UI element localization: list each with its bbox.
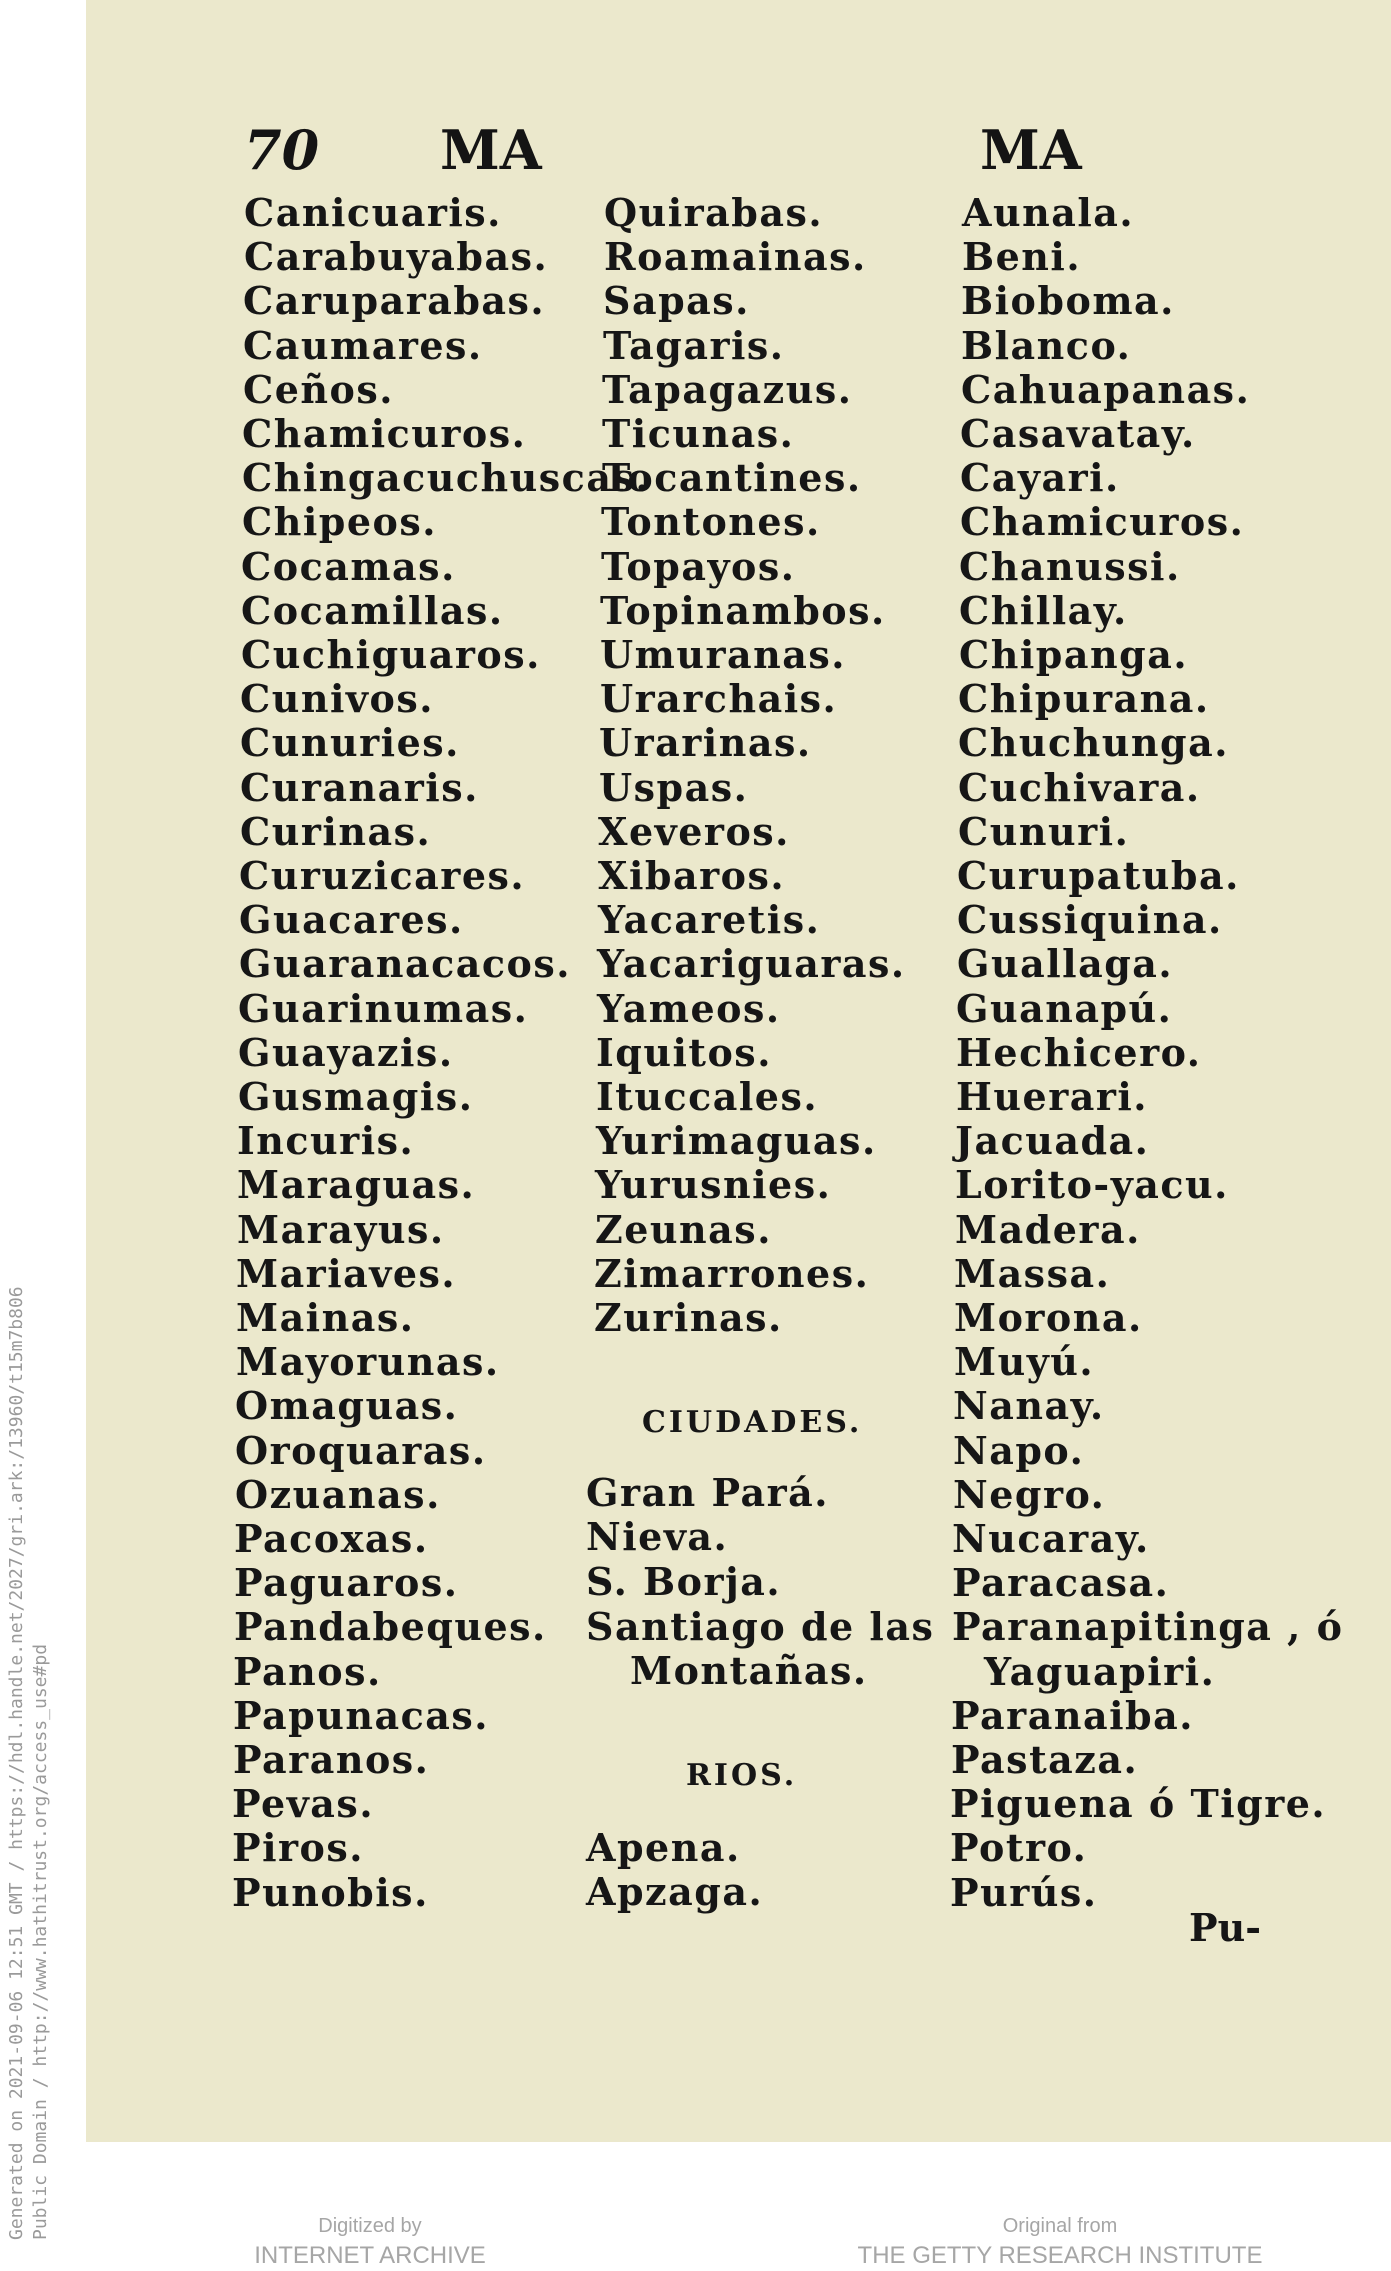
generation-stamp: Generated on 2021-09-06 12:51 GMT / https://hdl.handle.net/2027/gri.ark:/13960/t15m7b806 [6, 1286, 27, 2240]
nation-entry: Cocamas. [241, 543, 456, 589]
river-entry: Paranaiba. [951, 1692, 1194, 1738]
nation-entry: Yurimaguas. [596, 1118, 877, 1164]
nation-entry: Curanaris. [240, 764, 479, 810]
nation-entry: Gusmagis. [238, 1074, 474, 1119]
nation-entry: Caruparabas. [243, 278, 546, 324]
river-entry: Paracasa. [952, 1560, 1170, 1606]
nation-entry: Tagaris. [603, 322, 785, 368]
nation-entry: Panos. [233, 1648, 382, 1694]
nation-entry: Omaguas. [235, 1383, 459, 1429]
nation-entry: Roamainas. [604, 234, 867, 280]
nation-entry: Guayazis. [238, 1029, 454, 1075]
nation-entry: Paranos. [233, 1737, 430, 1782]
nation-entry: Mainas. [236, 1295, 415, 1340]
river-entry: Blanco. [961, 322, 1132, 368]
nation-entry: Ituccales. [596, 1074, 819, 1119]
nation-entry: Piros. [232, 1825, 364, 1871]
nation-entry: Carabuyabas. [244, 234, 549, 280]
digitized-by-label: Digitized by [318, 2215, 422, 2237]
river-entry: Chanussi. [959, 543, 1181, 589]
river-entry: Cuchivara. [958, 764, 1201, 810]
nation-entry: Cunivos. [240, 676, 434, 722]
nation-entry: Guacares. [239, 897, 464, 943]
river-entry: Curupatuba. [957, 853, 1240, 898]
river-entry: Madera. [955, 1206, 1141, 1252]
river-entry: Nucaray. [952, 1516, 1150, 1561]
scanned-page [86, 0, 1391, 2142]
river-entry: Casavatay. [960, 411, 1196, 456]
river-entry: Chipanga. [959, 632, 1189, 677]
river-entry: Huerari. [956, 1074, 1149, 1119]
nation-entry: Yurusnies. [595, 1162, 832, 1208]
nation-entry: Curuzicares. [239, 853, 526, 898]
nation-entry: Tocantines. [602, 455, 862, 501]
river-entry: Negro. [953, 1471, 1106, 1517]
river-entry: Chipurana. [958, 676, 1210, 722]
city-entry: S. Borja. [586, 1559, 782, 1604]
nation-entry: Xibaros. [598, 853, 786, 898]
city-entry: Santiago de las [586, 1604, 935, 1649]
river-entry: Nanay. [953, 1383, 1105, 1429]
nation-entry: Guarinumas. [238, 985, 529, 1031]
nation-entry: Yameos. [597, 985, 781, 1031]
getty-institute-credit: THE GETTY RESEARCH INSTITUTE [857, 2242, 1263, 2269]
river-entry: Piguena ó Tigre. [950, 1781, 1327, 1827]
river-entry: Massa. [954, 1250, 1111, 1296]
river-entry: Apena. [586, 1825, 741, 1870]
city-entry: Nieva. [586, 1514, 729, 1559]
access-stamp [2, 1160, 62, 2240]
river-entry: Purús. [950, 1869, 1098, 1915]
nation-entry: Oroquaras. [235, 1427, 487, 1473]
nation-entry: Mayorunas. [236, 1339, 500, 1385]
nation-entry: Ceños. [243, 366, 395, 412]
river-entry: Apzaga. [586, 1869, 764, 1914]
nation-entry: Yacariguaras. [597, 941, 906, 987]
nation-entry: Chingacuchuscas. [242, 455, 651, 501]
nation-entry: Incuris. [237, 1118, 415, 1164]
nation-entry: Topayos. [601, 543, 796, 589]
river-entry: Paranapitinga , ó [952, 1604, 1344, 1650]
internet-archive-credit: INTERNET ARCHIVE [254, 2242, 486, 2269]
river-entry: Chuchunga. [958, 720, 1229, 766]
rios-heading: RIOS. [686, 1758, 798, 1793]
river-entry: Chamicuros. [960, 499, 1245, 545]
river-entry: Hechicero. [956, 1029, 1202, 1075]
nation-entry: Chipeos. [242, 499, 438, 545]
original-from-label: Original from [1002, 2215, 1118, 2237]
river-entry: Cayari. [960, 455, 1120, 501]
river-entry: Cussiquina. [957, 897, 1223, 943]
river-entry: Guallaga. [957, 941, 1174, 987]
nation-entry: Marayus. [237, 1206, 445, 1252]
river-entry: Yaguapiri. [984, 1648, 1216, 1694]
nation-entry: Caumares. [243, 322, 483, 368]
nation-entry: Ticunas. [602, 411, 795, 456]
nation-entry: Yacaretis. [598, 897, 821, 943]
nation-entry: Cocamillas. [241, 587, 504, 633]
nation-entry: Urarchais. [600, 676, 838, 722]
river-entry: Chillay. [959, 587, 1128, 633]
nation-entry: Pacoxas. [234, 1516, 429, 1561]
page-number: 70 [244, 118, 320, 182]
river-entry: Potro. [950, 1825, 1088, 1871]
license-stamp: Public Domain / http://www.hathitrust.org/access_use#pd [30, 1643, 51, 2240]
nation-entry: Zurinas. [594, 1295, 783, 1340]
river-entry: Jacuada. [955, 1118, 1150, 1164]
nation-entry: Pandabeques. [234, 1604, 547, 1650]
nation-entry: Guaranacacos. [239, 941, 571, 987]
right-running-head: MA [980, 118, 1082, 182]
river-entry: Lorito-yacu. [955, 1162, 1229, 1208]
river-entry: Beni. [962, 234, 1082, 280]
river-entry: Pastaza. [951, 1737, 1139, 1782]
nation-entry: Punobis. [232, 1869, 429, 1915]
nation-entry: Chamicuros. [242, 411, 527, 456]
nation-entry: Maraguas. [237, 1162, 476, 1208]
nation-entry: Xeveros. [598, 808, 790, 854]
river-entry: Aunala. [962, 190, 1135, 235]
nation-entry: Paguaros. [234, 1560, 459, 1606]
nation-entry: Curinas. [240, 808, 432, 854]
nation-entry: Pevas. [232, 1781, 375, 1827]
catchword: Pu- [1189, 1905, 1261, 1950]
river-entry: Napo. [953, 1427, 1085, 1473]
nation-entry: Uspas. [599, 764, 749, 810]
nation-entry: Cunuries. [240, 720, 460, 766]
nation-entry: Tapagazus. [602, 366, 853, 412]
nation-entry: Cuchiguaros. [241, 632, 541, 677]
nation-entry: Topinambos. [600, 587, 886, 633]
nation-entry: Mariaves. [236, 1250, 457, 1296]
nation-entry: Canicuaris. [244, 190, 502, 235]
nation-entry: Urarinas. [599, 720, 812, 766]
river-entry: Cahuapanas. [961, 366, 1251, 412]
nation-entry: Ozuanas. [235, 1471, 441, 1517]
river-entry: Muyú. [954, 1339, 1095, 1385]
nation-entry: Iquitos. [596, 1029, 772, 1075]
nation-entry: Papunacas. [233, 1692, 490, 1738]
city-entry: Montañas. [630, 1648, 868, 1693]
river-entry: Bioboma. [961, 278, 1175, 324]
nation-entry: Tontones. [601, 499, 821, 545]
river-entry: Cunuri. [958, 808, 1130, 854]
river-entry: Morona. [954, 1295, 1143, 1340]
nation-entry: Sapas. [603, 278, 750, 324]
nation-entry: Umuranas. [600, 632, 846, 677]
river-entry: Guanapú. [956, 985, 1173, 1031]
left-running-head: MA [440, 118, 542, 182]
ciudades-heading: CIUDADES. [642, 1405, 863, 1440]
nation-entry: Quirabas. [604, 190, 824, 235]
nation-entry: Zeunas. [595, 1206, 772, 1252]
nation-entry: Zimarrones. [594, 1250, 870, 1296]
city-entry: Gran Pará. [586, 1470, 829, 1515]
